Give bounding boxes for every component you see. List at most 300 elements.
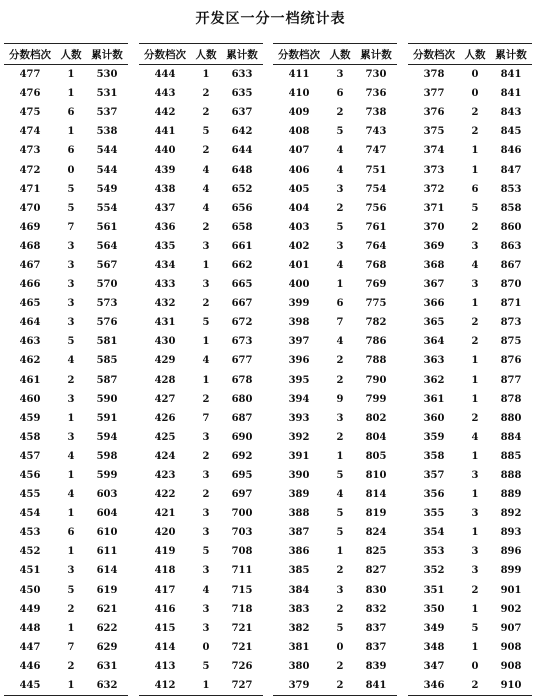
count-cell: 2: [471, 584, 479, 596]
table-row: [4, 65, 128, 85]
count-cell: 1: [67, 126, 75, 138]
score-cell: 457: [19, 450, 41, 462]
cumulative-cell: 658: [231, 221, 253, 233]
score-cell: 347: [423, 660, 445, 672]
table-row: [4, 313, 128, 332]
cumulative-cell: 648: [231, 164, 253, 176]
cumulative-cell: 896: [500, 546, 522, 558]
score-cell: 413: [154, 660, 176, 672]
score-cell: 416: [154, 603, 176, 615]
table-row: [273, 65, 397, 85]
cumulative-cell: 721: [231, 641, 253, 653]
table-row: [408, 256, 532, 275]
cumulative-cell: 860: [500, 221, 522, 233]
count-cell: 1: [471, 374, 479, 386]
score-cell: 436: [154, 221, 176, 233]
page-title: 开发区一分一档统计表: [195, 11, 346, 27]
table-row: [139, 428, 263, 447]
cumulative-cell: 847: [500, 164, 522, 176]
score-cell: 354: [423, 527, 445, 539]
cumulative-cell: 672: [231, 317, 253, 329]
cumulative-cell: 614: [96, 565, 118, 577]
cumulative-cell: 743: [365, 126, 387, 138]
cumulative-cell: 687: [231, 412, 253, 424]
cumulative-cell: 837: [365, 641, 387, 653]
table-row: [139, 542, 263, 561]
score-cell: 396: [288, 355, 310, 367]
table-row: [4, 103, 128, 122]
table-row: [408, 180, 532, 199]
count-cell: 1: [202, 69, 210, 81]
count-cell: 6: [67, 145, 75, 157]
table-row: [4, 504, 128, 523]
count-cell: 3: [202, 565, 210, 577]
cumulative-cell: 695: [231, 470, 253, 482]
score-cell: 350: [423, 603, 445, 615]
table-row: [273, 84, 397, 103]
score-cell: 471: [19, 183, 41, 195]
cumulative-cell: 544: [96, 164, 118, 176]
table-row: [139, 466, 263, 485]
count-cell: 4: [336, 489, 344, 501]
score-cell: 361: [423, 393, 445, 405]
table-row: [4, 542, 128, 561]
count-cell: 1: [336, 450, 344, 462]
table-row: [408, 103, 532, 122]
score-cell: 419: [154, 546, 176, 558]
score-cell: 464: [19, 317, 41, 329]
count-cell: 2: [471, 221, 479, 233]
count-cell: 9: [336, 393, 344, 405]
score-cell: 450: [19, 584, 41, 596]
table-row: [273, 581, 397, 600]
table-row: [408, 581, 532, 600]
cumulative-cell: 880: [500, 412, 522, 424]
cumulative-cell: 775: [365, 298, 387, 310]
cumulative-cell: 730: [365, 69, 387, 81]
count-cell: 1: [202, 259, 210, 271]
count-cell: 2: [202, 107, 210, 119]
score-cell: 380: [288, 660, 310, 672]
table-row: [408, 84, 532, 103]
cumulative-cell: 633: [231, 69, 253, 81]
table-row: [4, 371, 128, 390]
score-cell: 454: [19, 508, 41, 520]
score-cell: 401: [288, 259, 310, 271]
table-row: [408, 447, 532, 466]
score-cell: 473: [19, 145, 41, 157]
cumulative-cell: 799: [365, 393, 387, 405]
score-cell: 468: [19, 240, 41, 252]
score-cell: 465: [19, 298, 41, 310]
score-cell: 395: [288, 374, 310, 386]
cumulative-cell: 878: [500, 393, 522, 405]
score-cell: 449: [19, 603, 41, 615]
cumulative-cell: 661: [231, 240, 253, 252]
cumulative-cell: 662: [231, 259, 253, 271]
score-table-panel-4: [408, 43, 532, 696]
count-cell: 3: [336, 412, 344, 424]
table-row: [139, 122, 263, 141]
table-row: [273, 676, 397, 696]
count-cell: 1: [56, 676, 86, 696]
count-cell: 3: [471, 240, 479, 252]
count-cell: 3: [67, 279, 75, 291]
table-row: [408, 122, 532, 141]
count-cell: 4: [336, 259, 344, 271]
cumulative-cell: 537: [96, 107, 118, 119]
cumulative-cell: 884: [500, 431, 522, 443]
count-cell: 2: [460, 676, 490, 696]
header-count: 人数: [460, 44, 490, 65]
cumulative-cell: 827: [365, 565, 387, 577]
score-cell: 456: [19, 470, 41, 482]
count-cell: 4: [67, 355, 75, 367]
score-cell: 426: [154, 412, 176, 424]
score-cell: 439: [154, 164, 176, 176]
count-cell: 4: [471, 259, 479, 271]
table-row: [139, 294, 263, 313]
count-cell: 4: [336, 145, 344, 157]
cumulative-cell: 587: [96, 374, 118, 386]
count-cell: 3: [202, 240, 210, 252]
score-cell: 383: [288, 603, 310, 615]
cumulative-cell: 888: [500, 470, 522, 482]
score-cell: 424: [154, 450, 176, 462]
count-cell: 5: [202, 546, 210, 558]
table-row: [408, 638, 532, 657]
count-cell: 5: [202, 126, 210, 138]
score-cell: 402: [288, 240, 310, 252]
count-cell: 6: [336, 298, 344, 310]
cumulative-cell: 802: [365, 412, 387, 424]
score-cell: 445: [4, 676, 56, 696]
cumulative-cell: 656: [231, 202, 253, 214]
score-cell: 463: [19, 336, 41, 348]
score-cell: 428: [154, 374, 176, 386]
table-row: [139, 141, 263, 160]
table-row: [139, 600, 263, 619]
score-cell: 368: [423, 259, 445, 271]
cumulative-cell: 554: [96, 202, 118, 214]
count-cell: 1: [67, 88, 75, 100]
cumulative-cell: 631: [96, 660, 118, 672]
cumulative-cell: 622: [96, 622, 118, 634]
count-cell: 2: [471, 126, 479, 138]
score-cell: 467: [19, 259, 41, 271]
count-cell: 2: [471, 412, 479, 424]
table-row: [273, 237, 397, 256]
count-cell: 2: [202, 450, 210, 462]
table-row: [408, 504, 532, 523]
score-cell: 390: [288, 470, 310, 482]
count-cell: 1: [471, 450, 479, 462]
score-cell: 391: [288, 450, 310, 462]
count-cell: 1: [336, 546, 344, 558]
count-cell: 1: [471, 355, 479, 367]
cumulative-cell: 599: [96, 470, 118, 482]
count-cell: 7: [336, 317, 344, 329]
cumulative-cell: 901: [500, 584, 522, 596]
score-cell: 431: [154, 317, 176, 329]
score-cell: 462: [19, 355, 41, 367]
header-count: 人数: [191, 44, 221, 65]
cumulative-cell: 810: [365, 470, 387, 482]
table-row: [273, 332, 397, 351]
count-cell: 0: [471, 88, 479, 100]
cumulative-cell: 549: [96, 183, 118, 195]
cumulative-cell: 680: [231, 393, 253, 405]
table-row: [273, 485, 397, 504]
cumulative-cell: 692: [231, 450, 253, 462]
count-cell: 3: [67, 298, 75, 310]
count-cell: 5: [471, 622, 479, 634]
count-cell: 2: [471, 317, 479, 329]
score-cell: 358: [423, 450, 445, 462]
table-row: [139, 504, 263, 523]
table-row: [408, 485, 532, 504]
cumulative-cell: 837: [365, 622, 387, 634]
score-cell: 418: [154, 565, 176, 577]
cumulative-cell: 604: [96, 508, 118, 520]
table-row: [4, 199, 128, 218]
cumulative-cell: 830: [365, 584, 387, 596]
header-cumulative: 累计数: [86, 44, 128, 65]
table-row: [139, 619, 263, 638]
table-row: [273, 523, 397, 542]
score-cell: 351: [423, 584, 445, 596]
table-row: [408, 218, 532, 237]
score-cell: 388: [288, 508, 310, 520]
header-cumulative: 累计数: [221, 44, 263, 65]
score-cell: 369: [423, 240, 445, 252]
cumulative-cell: 804: [365, 431, 387, 443]
cumulative-cell: 538: [96, 126, 118, 138]
score-cell: 425: [154, 431, 176, 443]
cumulative-cell: 769: [365, 279, 387, 291]
cumulative-cell: 594: [96, 431, 118, 443]
table-row: [4, 122, 128, 141]
score-cell: 433: [154, 279, 176, 291]
count-cell: 3: [202, 508, 210, 520]
cumulative-cell: 885: [500, 450, 522, 462]
count-cell: 3: [471, 279, 479, 291]
table-row: [273, 122, 397, 141]
count-cell: 2: [325, 676, 355, 696]
score-cell: 365: [423, 317, 445, 329]
table-row: [139, 313, 263, 332]
cumulative-cell: 893: [500, 527, 522, 539]
count-cell: 5: [336, 470, 344, 482]
table-row: [4, 676, 128, 696]
table-row: [139, 409, 263, 428]
table-row: [4, 218, 128, 237]
score-cell: 448: [19, 622, 41, 634]
cumulative-cell: 902: [500, 603, 522, 615]
table-row: [139, 638, 263, 657]
header-score: 分数档次: [4, 44, 56, 65]
score-table: [408, 43, 532, 696]
score-cell: 406: [288, 164, 310, 176]
count-cell: 3: [471, 470, 479, 482]
count-cell: 4: [202, 584, 210, 596]
table-row: [4, 600, 128, 619]
count-cell: 0: [67, 164, 75, 176]
count-cell: 5: [336, 622, 344, 634]
table-row: [4, 84, 128, 103]
header-score: 分数档次: [139, 44, 191, 65]
score-cell: 394: [288, 393, 310, 405]
score-cell: 397: [288, 336, 310, 348]
cumulative-cell: 907: [500, 622, 522, 634]
cumulative-cell: 867: [500, 259, 522, 271]
count-cell: 2: [202, 393, 210, 405]
score-cell: 422: [154, 489, 176, 501]
table-row: [273, 141, 397, 160]
table-row: [408, 466, 532, 485]
score-cell: 435: [154, 240, 176, 252]
table-row: [273, 447, 397, 466]
cumulative-cell: 782: [365, 317, 387, 329]
score-cell: 443: [154, 88, 176, 100]
cumulative-cell: 839: [365, 660, 387, 672]
count-cell: 5: [67, 202, 75, 214]
cumulative-cell: 908: [500, 660, 522, 672]
cumulative-cell: 619: [96, 584, 118, 596]
cumulative-cell: 756: [365, 202, 387, 214]
count-cell: 5: [202, 317, 210, 329]
cumulative-cell: 590: [96, 393, 118, 405]
score-cell: 472: [19, 164, 41, 176]
score-cell: 387: [288, 527, 310, 539]
count-cell: 5: [336, 126, 344, 138]
score-cell: 455: [19, 489, 41, 501]
count-cell: 1: [67, 622, 75, 634]
cumulative-cell: 652: [231, 183, 253, 195]
header-row: [139, 44, 263, 65]
count-cell: 1: [67, 508, 75, 520]
cumulative-cell: 910: [490, 676, 532, 696]
table-row: [408, 371, 532, 390]
table-row: [139, 390, 263, 409]
count-cell: 3: [471, 508, 479, 520]
table-row: [273, 103, 397, 122]
count-cell: 3: [67, 259, 75, 271]
count-cell: 1: [471, 489, 479, 501]
header-cumulative: 累计数: [490, 44, 532, 65]
cumulative-cell: 581: [96, 336, 118, 348]
table-row: [4, 447, 128, 466]
cumulative-cell: 871: [500, 298, 522, 310]
table-row: [273, 600, 397, 619]
table-row: [139, 199, 263, 218]
count-cell: 3: [471, 546, 479, 558]
table-row: [273, 561, 397, 580]
table-row: [273, 199, 397, 218]
table-row: [4, 141, 128, 160]
count-cell: 4: [202, 183, 210, 195]
count-cell: 5: [336, 508, 344, 520]
table-row: [408, 199, 532, 218]
table-row: [139, 332, 263, 351]
cumulative-cell: 690: [231, 431, 253, 443]
cumulative-cell: 667: [231, 298, 253, 310]
cumulative-cell: 873: [500, 317, 522, 329]
count-cell: 3: [67, 431, 75, 443]
score-cell: 409: [288, 107, 310, 119]
count-cell: 3: [202, 622, 210, 634]
table-row: [273, 542, 397, 561]
count-cell: 1: [471, 145, 479, 157]
table-row: [273, 466, 397, 485]
score-cell: 386: [288, 546, 310, 558]
cumulative-cell: 889: [500, 489, 522, 501]
count-cell: 2: [202, 88, 210, 100]
count-cell: 1: [67, 69, 75, 81]
table-row: [4, 294, 128, 313]
table-row: [139, 103, 263, 122]
score-cell: 459: [19, 412, 41, 424]
score-cell: 451: [19, 565, 41, 577]
score-cell: 446: [19, 660, 41, 672]
table-row: [408, 237, 532, 256]
cumulative-cell: 845: [500, 126, 522, 138]
cumulative-cell: 591: [96, 412, 118, 424]
score-cell: 353: [423, 546, 445, 558]
score-cell: 378: [423, 69, 445, 81]
table-row: [273, 218, 397, 237]
cumulative-cell: 738: [365, 107, 387, 119]
cumulative-cell: 576: [96, 317, 118, 329]
count-cell: 3: [336, 183, 344, 195]
table-row: [273, 390, 397, 409]
score-cell: 408: [288, 126, 310, 138]
count-cell: 3: [202, 603, 210, 615]
count-cell: 4: [202, 202, 210, 214]
table-row: [408, 600, 532, 619]
header-score: 分数档次: [408, 44, 460, 65]
score-cell: 414: [154, 641, 176, 653]
score-table: [273, 43, 397, 696]
table-row: [139, 561, 263, 580]
cumulative-cell: 790: [365, 374, 387, 386]
score-cell: 357: [423, 470, 445, 482]
count-cell: 6: [67, 527, 75, 539]
count-cell: 2: [202, 145, 210, 157]
count-cell: 1: [471, 641, 479, 653]
table-row: [139, 657, 263, 676]
count-cell: 3: [202, 527, 210, 539]
score-cell: 404: [288, 202, 310, 214]
score-cell: 420: [154, 527, 176, 539]
count-cell: 0: [471, 69, 479, 81]
table-row: [273, 160, 397, 179]
count-cell: 2: [336, 355, 344, 367]
table-row: [4, 390, 128, 409]
count-cell: 4: [471, 431, 479, 443]
cumulative-cell: 841: [355, 676, 397, 696]
count-cell: 3: [336, 240, 344, 252]
score-cell: 461: [19, 374, 41, 386]
table-row: [139, 256, 263, 275]
table-row: [4, 409, 128, 428]
count-cell: 2: [471, 107, 479, 119]
cumulative-cell: 908: [500, 641, 522, 653]
count-cell: 5: [202, 660, 210, 672]
table-row: [273, 409, 397, 428]
count-cell: 2: [202, 221, 210, 233]
cumulative-cell: 644: [231, 145, 253, 157]
